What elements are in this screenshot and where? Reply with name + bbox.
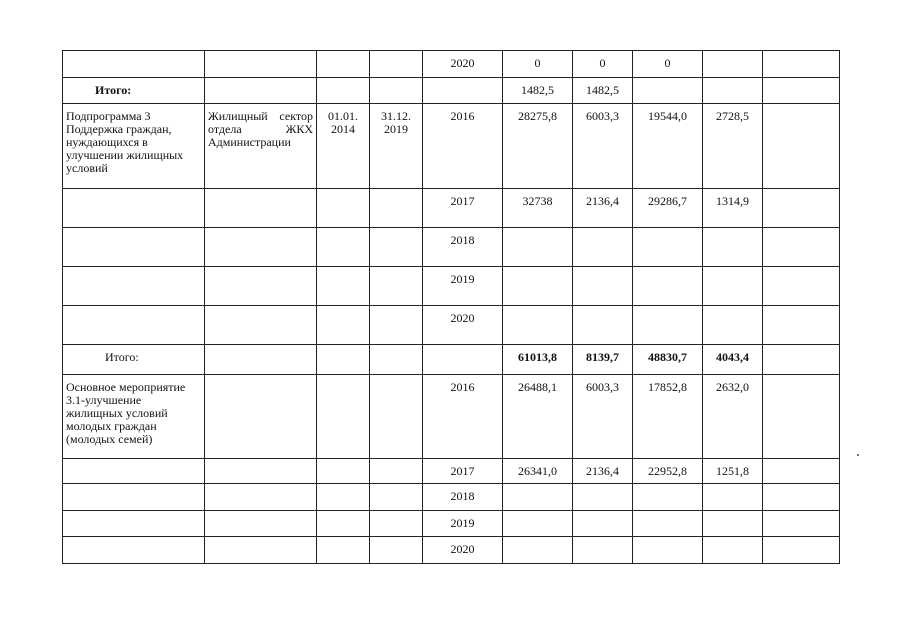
cell-value-3	[633, 484, 703, 511]
cell-total-label: Итого:	[63, 345, 205, 375]
cell-start-date	[317, 78, 370, 104]
cell-executor	[205, 511, 317, 537]
cell-total	[503, 228, 573, 267]
cell-end-date	[370, 537, 423, 564]
cell-value-4	[703, 306, 763, 345]
table-row	[63, 484, 840, 511]
cell-value-3	[633, 267, 703, 306]
cell-program	[63, 228, 205, 267]
cell-start-date	[317, 484, 370, 511]
table-row-total	[63, 345, 840, 375]
cell-value-4	[703, 267, 763, 306]
cell-program	[63, 306, 205, 345]
cell-program	[63, 537, 205, 564]
cell-end-date	[370, 511, 423, 537]
table-row	[63, 228, 840, 267]
cell-year: 2017	[423, 459, 503, 484]
cell-value-2	[573, 306, 633, 345]
cell-value-4: 1251,8	[703, 459, 763, 484]
cell-start-date	[317, 306, 370, 345]
table-row	[63, 51, 840, 78]
cell-value-3	[633, 78, 703, 104]
cell-executor	[205, 459, 317, 484]
cell-value-2	[573, 228, 633, 267]
cell-end-date	[370, 78, 423, 104]
cell-year: 2016	[423, 375, 503, 459]
cell-executor	[205, 375, 317, 459]
cell-total	[503, 537, 573, 564]
cell-value-5	[763, 484, 840, 511]
cell-end-date: 31.12. 2019	[370, 104, 423, 189]
cell-value-5	[763, 51, 840, 78]
cell-value-2: 2136,4	[573, 189, 633, 228]
cell-executor	[205, 228, 317, 267]
cell-year: 2017	[423, 189, 503, 228]
cell-value-5	[763, 537, 840, 564]
cell-value-3: 29286,7	[633, 189, 703, 228]
cell-start-date: 01.01. 2014	[317, 104, 370, 189]
cell-value-4	[703, 228, 763, 267]
cell-end-date	[370, 51, 423, 78]
cell-program	[63, 267, 205, 306]
cell-total	[503, 511, 573, 537]
cell-value-4	[703, 78, 763, 104]
budget-table	[62, 50, 840, 564]
cell-value-5	[763, 189, 840, 228]
cell-value-4: 1314,9	[703, 189, 763, 228]
cell-value-2	[573, 537, 633, 564]
table-row	[63, 459, 840, 484]
cell-end-date	[370, 189, 423, 228]
cell-value-3	[633, 537, 703, 564]
cell-value-2: 1482,5	[573, 78, 633, 104]
cell-executor: Жилищный сектор отдела ЖКХ Администрации	[205, 104, 317, 189]
cell-value-2	[573, 484, 633, 511]
cell-total: 1482,5	[503, 78, 573, 104]
cell-start-date	[317, 511, 370, 537]
cell-value-3	[633, 511, 703, 537]
cell-program	[63, 484, 205, 511]
cell-executor	[205, 267, 317, 306]
cell-value-4	[703, 51, 763, 78]
cell-value-4: 2728,5	[703, 104, 763, 189]
cell-value-2	[573, 267, 633, 306]
cell-executor	[205, 537, 317, 564]
cell-start-date	[317, 375, 370, 459]
cell-executor	[205, 345, 317, 375]
cell-year	[423, 78, 503, 104]
cell-start-date	[317, 267, 370, 306]
cell-value-4	[703, 537, 763, 564]
table-row	[63, 267, 840, 306]
cell-start-date	[317, 537, 370, 564]
cell-value-3	[633, 228, 703, 267]
cell-year: 2016	[423, 104, 503, 189]
cell-year: 2019	[423, 267, 503, 306]
cell-end-date	[370, 228, 423, 267]
cell-total: 0	[503, 51, 573, 78]
cell-year: 2018	[423, 228, 503, 267]
cell-value-5	[763, 345, 840, 375]
cell-value-2: 6003,3	[573, 375, 633, 459]
cell-year: 2019	[423, 511, 503, 537]
cell-end-date	[370, 375, 423, 459]
cell-program: Подпрограмма 3 Поддержка граждан, нуждающихся в улучшении жилищных условий	[63, 104, 205, 189]
table-row	[63, 511, 840, 537]
cell-start-date	[317, 189, 370, 228]
cell-value-3	[633, 306, 703, 345]
cell-value-2: 8139,7	[573, 345, 633, 375]
cell-value-2: 6003,3	[573, 104, 633, 189]
cell-executor	[205, 484, 317, 511]
cell-start-date	[317, 459, 370, 484]
cell-value-5	[763, 78, 840, 104]
cell-total-label: Итого:	[63, 78, 205, 104]
cell-executor	[205, 306, 317, 345]
cell-end-date	[370, 306, 423, 345]
scan-speck	[857, 454, 859, 456]
cell-value-2: 0	[573, 51, 633, 78]
cell-program	[63, 189, 205, 228]
cell-program: Основное мероприятие 3.1-улучшение жилищных условий молодых граждан (молодых семей)	[63, 375, 205, 459]
cell-year: 2020	[423, 306, 503, 345]
cell-total: 32738	[503, 189, 573, 228]
cell-value-5	[763, 511, 840, 537]
cell-end-date	[370, 459, 423, 484]
table-row	[63, 306, 840, 345]
cell-program	[63, 459, 205, 484]
cell-value-5	[763, 267, 840, 306]
cell-value-3: 17852,8	[633, 375, 703, 459]
cell-total	[503, 267, 573, 306]
cell-year	[423, 345, 503, 375]
table-row	[63, 189, 840, 228]
cell-value-3: 0	[633, 51, 703, 78]
cell-value-5	[763, 375, 840, 459]
cell-value-3: 22952,8	[633, 459, 703, 484]
cell-total: 26488,1	[503, 375, 573, 459]
table-row-subprogram	[63, 104, 840, 189]
cell-total: 28275,8	[503, 104, 573, 189]
cell-program	[63, 51, 205, 78]
cell-year: 2020	[423, 51, 503, 78]
cell-value-5	[763, 104, 840, 189]
cell-total: 61013,8	[503, 345, 573, 375]
cell-end-date	[370, 345, 423, 375]
cell-year: 2018	[423, 484, 503, 511]
cell-year: 2020	[423, 537, 503, 564]
cell-program	[63, 511, 205, 537]
cell-total	[503, 306, 573, 345]
cell-value-3: 19544,0	[633, 104, 703, 189]
cell-executor	[205, 78, 317, 104]
cell-value-5	[763, 228, 840, 267]
cell-value-4: 2632,0	[703, 375, 763, 459]
cell-value-4	[703, 484, 763, 511]
cell-value-4	[703, 511, 763, 537]
cell-total	[503, 484, 573, 511]
cell-start-date	[317, 345, 370, 375]
cell-executor	[205, 51, 317, 78]
cell-value-2	[573, 511, 633, 537]
cell-value-2: 2136,4	[573, 459, 633, 484]
cell-end-date	[370, 484, 423, 511]
cell-executor	[205, 189, 317, 228]
table-row	[63, 537, 840, 564]
cell-value-4: 4043,4	[703, 345, 763, 375]
cell-value-5	[763, 306, 840, 345]
cell-value-3: 48830,7	[633, 345, 703, 375]
cell-end-date	[370, 267, 423, 306]
cell-start-date	[317, 51, 370, 78]
cell-value-5	[763, 459, 840, 484]
table-row-activity	[63, 375, 840, 459]
table-row-total	[63, 78, 840, 104]
cell-start-date	[317, 228, 370, 267]
cell-total: 26341,0	[503, 459, 573, 484]
